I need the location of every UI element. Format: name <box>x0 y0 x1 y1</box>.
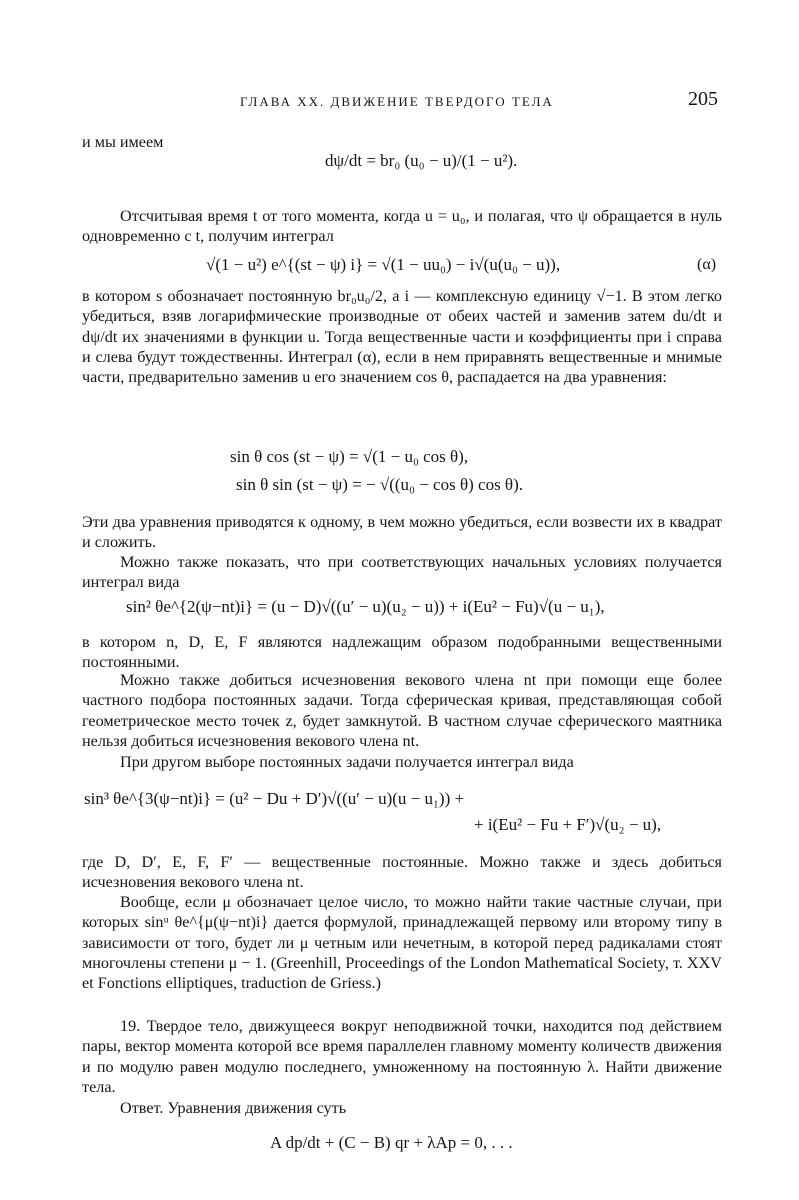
paragraph-10 <box>82 892 722 993</box>
paragraph-text: Отсчитывая время t от того момента, когда u = u₀, и полагая, что ψ обращается в нуль одновременно с t, получим интеграл <box>82 207 722 246</box>
equation-3: sin θ cos (st − ψ) = √(1 − u₀ cos θ), <box>230 447 469 466</box>
paragraph-text: и мы имеем <box>82 133 164 151</box>
paragraph-2 <box>82 206 722 247</box>
paragraph-text: Вообще, если μ обозначает целое число, то можно найти такие частные случаи, при которых sinᵘ θe^{μ(ψ−nt)i} дается формулой, принадлежащей первому или второму типу в зависимости от того, будет ли μ четным или нечетным, в которой перед радикалами стоят многочлены степени μ − 1. (Greenhill, Proceedings of the London Mathematical Society, т. XXV et Fonctions elliptiques, traduction de Griess.) <box>82 893 722 993</box>
equation-6a: sin³ θe^{3(ψ−nt)i} = (u² − Du + D′)√((u′ − u)(u − u₁)) + <box>84 789 465 808</box>
paragraph-text: в котором s обозначает постоянную br₀u₀/2, а i — комплексную единицу √−1. В этом легко убедиться, взяв логарифмические производные от обеих частей и заменив затем du/dt и dψ/dt их значениями в функции u. Тогда вещественные части и коэффициенты при i справа и слева будут тождественны. Интеграл (α), если в нем приравнять вещественные и мнимые части, предварительно заменив u его значением cos θ, распадается на два уравнения: <box>82 287 722 387</box>
equation-label-alpha: (α) <box>697 256 717 273</box>
paragraph-3 <box>82 286 722 387</box>
paragraph-11 <box>82 1016 722 1097</box>
equation-5: sin² θe^{2(ψ−nt)i} = (u − D)√((u′ − u)(u₂ − u)) + i(Eu² − Fu)√(u − u₁), <box>126 597 605 616</box>
paragraph-12 <box>82 1098 722 1118</box>
paragraph-text: При другом выборе постоянных задачи получается интеграл вида <box>120 753 574 771</box>
page-header <box>0 88 799 118</box>
equation-2: √(1 − u²) e^{(st − ψ) i} = √(1 − uu₀) − i√(u(u₀ − u)), <box>206 255 561 274</box>
paragraph-6 <box>82 632 722 673</box>
paragraph-text: Можно также добиться исчезновения векового члена nt при помощи еще более частного подбора постоянных задачи. Тогда сферическая кривая, представляющая собой геометрическое место точек z, будет замкнутой. В частном случае сферического маятника нельзя добиться исчезновения векового члена nt. <box>82 671 722 750</box>
equation-6b: + i(Eu² − Fu + F′)√(u₂ − u), <box>474 815 662 834</box>
page-number: 205 <box>688 88 718 110</box>
paragraph-9 <box>82 852 722 893</box>
paragraph-8 <box>82 752 722 772</box>
paragraph-5 <box>82 552 722 593</box>
paragraph-4 <box>82 512 722 553</box>
running-head: ГЛАВА XX. ДВИЖЕНИЕ ТВЕРДОГО ТЕЛА <box>240 94 554 109</box>
equation-7: A dp/dt + (C − B) qr + λAp = 0, . . . <box>270 1133 513 1152</box>
equation-4: sin θ sin (st − ψ) = − √((u₀ − cos θ) cos θ). <box>236 475 523 494</box>
paragraph-text: 19. Твердое тело, движущееся вокруг неподвижной точки, находится под действием пары, вектор момента которой все время параллелен главному моменту количеств движения и по модулю равен модулю последнего, умноженному на постоянную λ. Найти движение тела. <box>82 1017 722 1096</box>
equation-1: dψ/dt = br₀ (u₀ − u)/(1 − u²). <box>325 151 518 170</box>
paragraph-text: в котором n, D, E, F являются надлежащим образом подобранными вещественными постоянными. <box>82 633 722 672</box>
paragraph-text: где D, D′, E, F, F′ — вещественные постоянные. Можно также и здесь добиться исчезновения векового члена nt. <box>82 853 722 892</box>
paragraph-text: Эти два уравнения приводятся к одному, в чем можно убедиться, если возвести их в квадрат и сложить. <box>82 513 722 552</box>
paragraph-text: Можно также показать, что при соответствующих начальных условиях получается интеграл вида <box>82 553 722 592</box>
paragraph-text: Ответ. Уравнения движения суть <box>120 1099 347 1117</box>
paragraph-7 <box>82 670 722 751</box>
